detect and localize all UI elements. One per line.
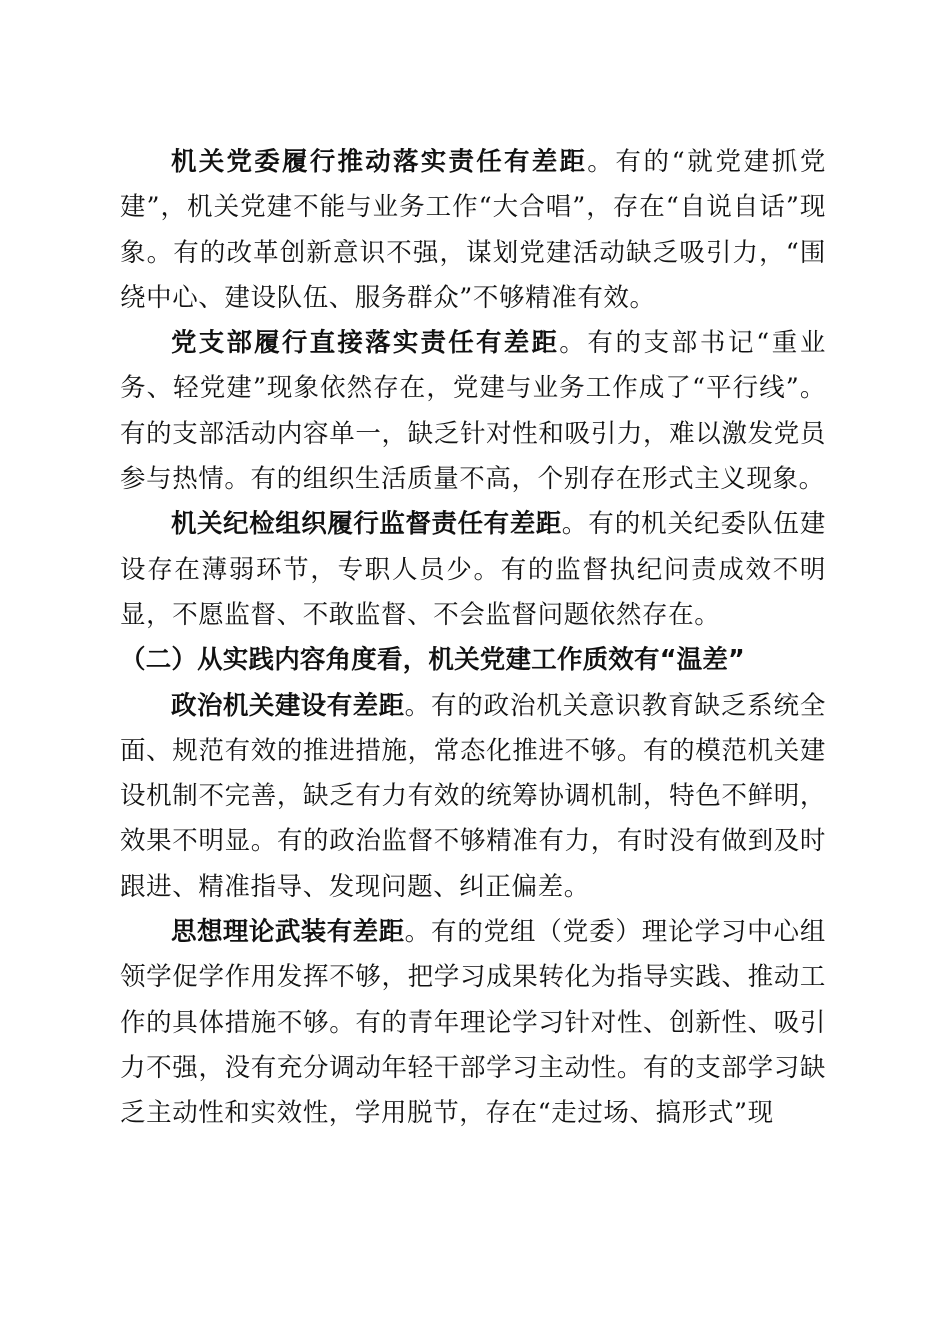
paragraph-lead: 思想理论武装有差距 xyxy=(171,917,405,948)
document-page xyxy=(120,140,826,1137)
paragraph-political-organ xyxy=(120,684,826,910)
paragraph-text: 。有的支部书记“重业务、轻党建”现象依然存在，党建与业务工作成了“平行线”。有的支部活动内容单一，缺乏针对性和吸引力，难以激发党员参与热情。有的组织生活质量不高，个别存在形式主义现象。 xyxy=(120,328,826,495)
paragraph-discipline-inspection xyxy=(120,502,826,638)
paragraph-text: 。有的机关纪委队伍建设存在薄弱环节，专职人员少。有的监督执纪问责成效不明显，不愿监督、不敢监督、不会监督问题依然存在。 xyxy=(120,509,826,630)
paragraph-lead: 机关纪检组织履行监督责任有差距 xyxy=(171,509,562,540)
paragraph-text: 。有的“就党建抓党建”，机关党建不能与业务工作“大合唱”，存在“自说自话”现象。有的改革创新意识不强，谋划党建活动缺乏吸引力，“围绕中心、建设队伍、服务群众”不够精准有效。 xyxy=(120,147,826,313)
paragraph-lead: 党支部履行直接落实责任有差距 xyxy=(171,328,560,359)
paragraph-theory-study xyxy=(120,910,826,1136)
paragraph-party-committee xyxy=(120,140,826,321)
paragraph-text: 。有的党组（党委）理论学习中心组领学促学作用发挥不够，把学习成果转化为指导实践、推动工作的具体措施不够。有的青年理论学习针对性、创新性、吸引力不强，没有充分调动年轻干部学习主动性。有的支部学习缺乏主动性和实效性，学用脱节，存在“走过场、搞形式”现 xyxy=(120,917,826,1129)
section-heading: （二）从实践内容角度看，机关党建工作质效有“温差” xyxy=(120,645,746,676)
paragraph-text: 。有的政治机关意识教育缺乏系统全面、规范有效的推进措施，常态化推进不够。有的模范机关建设机制不完善，缺乏有力有效的统筹协调机制，特色不鲜明，效果不明显。有的政治监督不够精准有力，有时没有做到及时跟进、精准指导、发现问题、纠正偏差。 xyxy=(120,690,826,902)
paragraph-lead: 政治机关建设有差距 xyxy=(171,690,405,721)
paragraph-lead: 机关党委履行推动落实责任有差距 xyxy=(171,147,588,177)
paragraph-party-branch xyxy=(120,321,826,502)
